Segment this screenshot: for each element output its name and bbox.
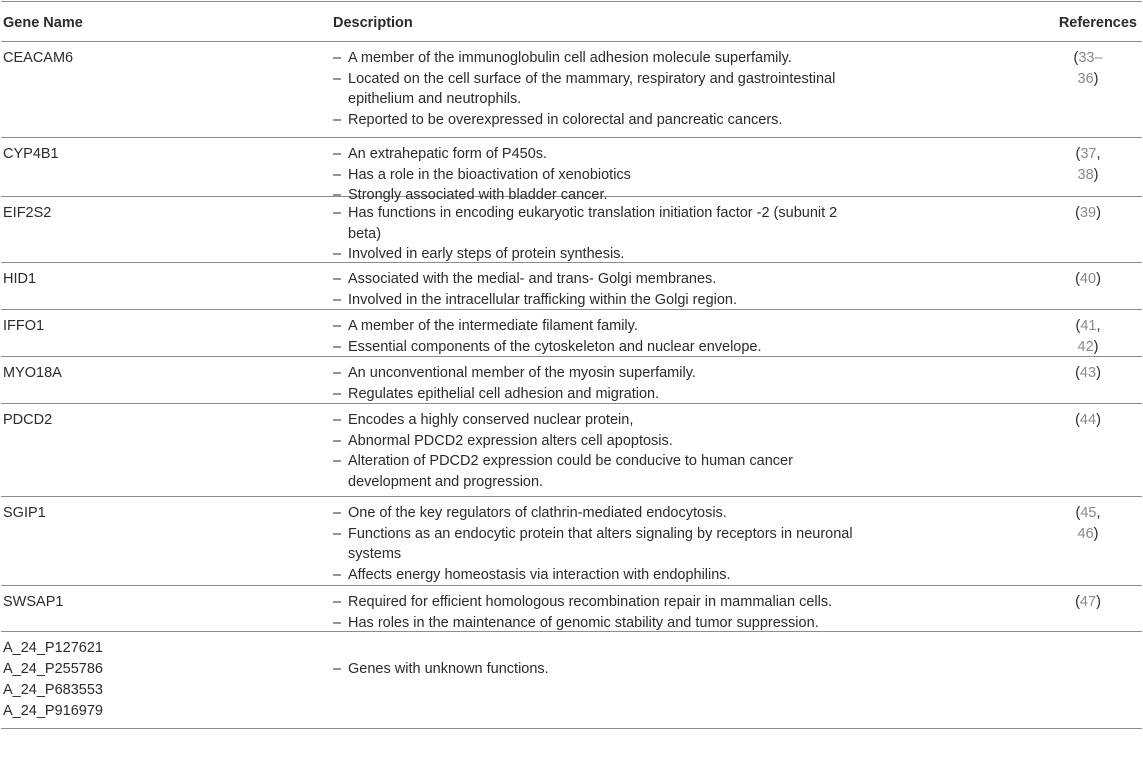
description-text: Functions as an endocytic protein that alters signaling by receptors in neuronal systems bbox=[348, 525, 853, 562]
reference-link[interactable]: 40 bbox=[1079, 271, 1097, 287]
gene-name: A_24_P127621 bbox=[3, 640, 103, 656]
dash-bullet: – bbox=[333, 385, 342, 402]
reference-paren: ( bbox=[1075, 146, 1081, 162]
reference-separator: , bbox=[1096, 146, 1101, 162]
description-text: A member of the immunoglobulin cell adhesion molecule superfamily. bbox=[348, 50, 792, 66]
description-item bbox=[333, 451, 863, 492]
dash-bullet: – bbox=[333, 432, 342, 449]
description-text: Required for efficient homologous recombination repair in mammalian cells. bbox=[348, 594, 833, 610]
dash-bullet: – bbox=[333, 505, 342, 521]
reference-paren: ) bbox=[1096, 365, 1101, 381]
gene-name: IFFO1 bbox=[3, 318, 45, 334]
reference-paren: ( bbox=[1075, 271, 1080, 287]
gene-name-cell bbox=[3, 592, 63, 613]
bottom-rule bbox=[1, 728, 1142, 729]
reference-link[interactable]: 45 bbox=[1080, 505, 1097, 521]
description-item bbox=[333, 410, 863, 431]
gene-table bbox=[0, 1, 1143, 729]
reference-link[interactable]: 47 bbox=[1079, 594, 1097, 610]
dash-bullet: – bbox=[333, 187, 342, 203]
dash-bullet: – bbox=[333, 205, 342, 221]
description-item bbox=[333, 110, 863, 131]
table-row bbox=[0, 197, 1143, 262]
reference-paren: ) bbox=[1093, 526, 1099, 542]
dash-bullet: – bbox=[333, 166, 342, 183]
description-text: Alteration of PDCD2 expression could be conducive to human cancer development and progression. bbox=[348, 453, 793, 490]
description-cell bbox=[333, 316, 863, 357]
dash-bullet: – bbox=[333, 365, 342, 381]
dash-bullet: – bbox=[333, 50, 342, 66]
dash-bullet: – bbox=[333, 318, 342, 334]
reference-paren: ( bbox=[1075, 594, 1080, 610]
reference-link[interactable]: 41 bbox=[1080, 318, 1097, 334]
description-text: Involved in the intracellular trafficking within the Golgi region. bbox=[348, 291, 738, 308]
dash-bullet: – bbox=[333, 594, 342, 610]
description-text: Affects energy homeostasis via interaction with endophilins. bbox=[348, 566, 731, 583]
table-row bbox=[0, 497, 1143, 585]
reference-paren: ) bbox=[1096, 205, 1101, 221]
dash-bullet: – bbox=[333, 525, 342, 542]
description-item bbox=[333, 244, 863, 265]
dash-bullet: – bbox=[333, 338, 342, 355]
table-row bbox=[0, 263, 1143, 309]
reference-link[interactable]: 43 bbox=[1079, 365, 1097, 381]
dash-bullet: – bbox=[333, 566, 342, 583]
reference-paren: ( bbox=[1075, 412, 1080, 428]
gene-name-cell bbox=[3, 48, 73, 69]
description-cell bbox=[333, 203, 863, 265]
description-item bbox=[333, 592, 863, 613]
reference-link[interactable]: 44 bbox=[1079, 412, 1097, 428]
header-references: References bbox=[1058, 15, 1137, 31]
description-cell bbox=[333, 592, 863, 633]
references-cell bbox=[1066, 363, 1110, 384]
gene-name: MYO18A bbox=[3, 365, 62, 381]
header-description: Description bbox=[333, 15, 413, 31]
description-cell bbox=[333, 48, 863, 130]
description-item bbox=[333, 165, 863, 186]
reference-link[interactable]: 37 bbox=[1080, 146, 1097, 162]
description-text: Involved in early steps of protein synthesis. bbox=[348, 246, 625, 262]
description-text: Has functions in encoding eukaryotic translation initiation factor -2 (subunit 2 beta) bbox=[348, 205, 838, 242]
dash-bullet: – bbox=[333, 412, 342, 428]
description-item bbox=[333, 431, 863, 452]
reference-paren: ) bbox=[1096, 271, 1101, 287]
description-item bbox=[333, 613, 863, 634]
description-text: Reported to be overexpressed in colorectal and pancreatic cancers. bbox=[348, 111, 783, 128]
dash-bullet: – bbox=[333, 614, 342, 631]
description-text: Genes with unknown functions. bbox=[348, 661, 549, 677]
table-row bbox=[0, 586, 1143, 631]
table-row bbox=[0, 310, 1143, 356]
dash-bullet: – bbox=[333, 146, 342, 162]
gene-name: PDCD2 bbox=[3, 412, 53, 428]
references-cell bbox=[1066, 144, 1110, 186]
description-text: A member of the intermediate filament family. bbox=[348, 318, 638, 334]
dash-bullet: – bbox=[333, 271, 342, 287]
header-gene-name: Gene Name bbox=[3, 15, 83, 31]
references-cell bbox=[1066, 203, 1110, 224]
reference-paren: ) bbox=[1096, 412, 1101, 428]
dash-bullet: – bbox=[333, 246, 342, 262]
gene-name: SGIP1 bbox=[3, 505, 46, 521]
description-cell bbox=[333, 269, 863, 310]
table-body bbox=[0, 42, 1143, 728]
gene-name-cell bbox=[3, 316, 44, 337]
reference-separator: , bbox=[1096, 318, 1101, 334]
description-cell bbox=[333, 659, 863, 680]
reference-paren: ( bbox=[1075, 505, 1081, 521]
description-item bbox=[333, 503, 863, 524]
references-cell bbox=[1066, 269, 1110, 290]
gene-name-cell bbox=[3, 410, 52, 431]
description-text: Abnormal PDCD2 expression alters cell apoptosis. bbox=[348, 432, 673, 449]
reference-paren: ( bbox=[1075, 318, 1081, 334]
table-row bbox=[0, 138, 1143, 203]
description-item bbox=[333, 363, 863, 384]
table-row bbox=[0, 357, 1143, 403]
description-text: Has roles in the maintenance of genomic stability and tumor suppression. bbox=[348, 614, 819, 631]
description-text: An extrahepatic form of P450s. bbox=[348, 146, 548, 162]
gene-name: HID1 bbox=[3, 271, 37, 287]
description-item bbox=[333, 203, 863, 244]
description-item bbox=[333, 565, 863, 586]
description-item bbox=[333, 290, 863, 311]
dash-bullet: – bbox=[333, 291, 342, 308]
table-header bbox=[0, 2, 1143, 41]
reference-link[interactable]: 33–36 bbox=[1077, 50, 1103, 87]
gene-name: A_24_P683553 bbox=[3, 682, 103, 698]
reference-paren: ( bbox=[1075, 205, 1080, 221]
description-cell bbox=[333, 503, 863, 585]
reference-paren: ) bbox=[1093, 167, 1099, 183]
gene-name-cell bbox=[3, 363, 62, 384]
references-cell bbox=[1066, 410, 1110, 431]
gene-name-cell bbox=[3, 144, 59, 165]
reference-link[interactable]: 42 bbox=[1077, 339, 1094, 355]
reference-separator: , bbox=[1096, 505, 1101, 521]
dash-bullet: – bbox=[333, 111, 342, 128]
reference-link[interactable]: 38 bbox=[1077, 167, 1094, 183]
table-row bbox=[0, 404, 1143, 496]
gene-name-cell bbox=[3, 203, 51, 224]
description-text: Associated with the medial- and trans- Golgi membranes. bbox=[348, 271, 717, 287]
description-item bbox=[333, 337, 863, 358]
gene-name: EIF2S2 bbox=[3, 205, 52, 221]
description-text: An unconventional member of the myosin superfamily. bbox=[348, 365, 696, 381]
references-cell bbox=[1066, 316, 1110, 358]
dash-bullet: – bbox=[333, 453, 342, 469]
gene-name: A_24_P916979 bbox=[3, 703, 103, 719]
gene-name: SWSAP1 bbox=[3, 594, 64, 610]
dash-bullet: – bbox=[333, 661, 342, 677]
description-item bbox=[333, 269, 863, 290]
gene-name-cell bbox=[3, 269, 36, 290]
description-item bbox=[333, 69, 863, 110]
description-item bbox=[333, 144, 863, 165]
description-cell bbox=[333, 363, 863, 404]
description-item bbox=[333, 316, 863, 337]
table-row bbox=[0, 632, 1143, 728]
references-cell bbox=[1066, 592, 1110, 613]
table-row bbox=[0, 42, 1143, 137]
reference-paren: ( bbox=[1075, 365, 1080, 381]
reference-paren: ) bbox=[1096, 594, 1101, 610]
reference-paren: ( bbox=[1073, 50, 1079, 66]
reference-link[interactable]: 39 bbox=[1079, 205, 1097, 221]
description-item bbox=[333, 524, 863, 565]
gene-name: CYP4B1 bbox=[3, 146, 59, 162]
references-cell bbox=[1066, 48, 1110, 90]
description-text: Strongly associated with bladder cancer. bbox=[348, 187, 608, 203]
description-text: Encodes a highly conserved nuclear protein, bbox=[348, 412, 634, 428]
description-item bbox=[333, 48, 863, 69]
reference-paren: ) bbox=[1093, 71, 1099, 87]
gene-name: A_24_P255786 bbox=[3, 661, 103, 677]
description-item bbox=[333, 659, 863, 680]
description-cell bbox=[333, 410, 863, 492]
description-text: Has a role in the bioactivation of xenobiotics bbox=[348, 166, 631, 183]
description-item bbox=[333, 384, 863, 405]
dash-bullet: – bbox=[333, 70, 342, 87]
references-cell bbox=[1066, 503, 1110, 545]
reference-link[interactable]: 46 bbox=[1077, 526, 1094, 542]
description-text: One of the key regulators of clathrin-mediated endocytosis. bbox=[348, 505, 727, 521]
description-text: Essential components of the cytoskeleton and nuclear envelope. bbox=[348, 338, 762, 355]
description-text: Located on the cell surface of the mammary, respiratory and gastrointestinal epithelium and neutrophils. bbox=[348, 70, 836, 107]
gene-name-cell bbox=[3, 503, 46, 524]
description-text: Regulates epithelial cell adhesion and migration. bbox=[348, 385, 660, 402]
gene-name: CEACAM6 bbox=[3, 50, 74, 66]
reference-paren: ) bbox=[1093, 339, 1099, 355]
gene-name-cell bbox=[3, 638, 103, 722]
